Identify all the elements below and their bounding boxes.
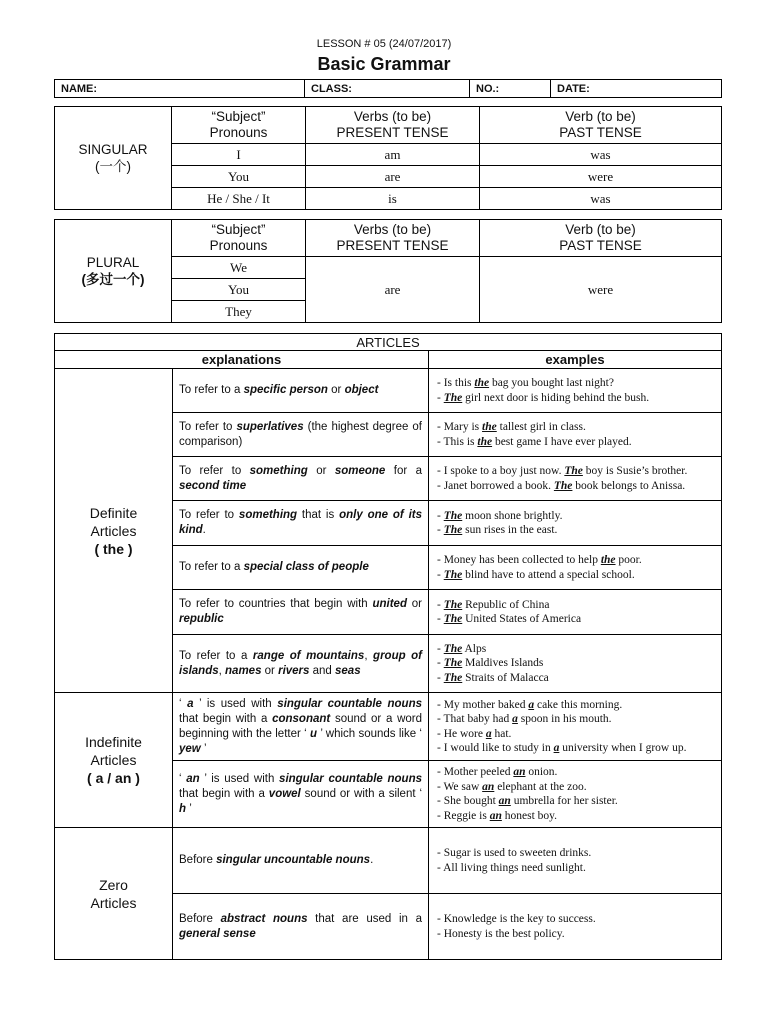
header-line: PRESENT TENSE bbox=[336, 125, 449, 140]
example-text: onion. bbox=[525, 766, 558, 778]
present-tense-header bbox=[306, 107, 480, 144]
article-highlight: The bbox=[443, 598, 463, 611]
explanations-header: explanations bbox=[55, 351, 429, 369]
article-highlight: The bbox=[443, 657, 463, 670]
keyword-text: yew bbox=[179, 742, 201, 755]
keyword-text: singular countable nouns bbox=[277, 697, 423, 710]
explanation-text: sound or a word beginning with the letter ‘ bbox=[179, 712, 422, 740]
article-highlight: The bbox=[553, 479, 573, 492]
article-highlight: an bbox=[513, 766, 526, 778]
keyword-text: vowel bbox=[268, 787, 301, 800]
article-highlight: an bbox=[482, 780, 495, 793]
lesson-label: LESSON # 05 (24/07/2017) bbox=[316, 38, 452, 50]
header-line: Pronouns bbox=[209, 125, 268, 140]
keyword-text: republic bbox=[179, 613, 224, 625]
example-text: - bbox=[437, 598, 444, 611]
header-line: Verb (to be) bbox=[565, 222, 636, 237]
example-text: cake this morning. bbox=[534, 698, 623, 711]
article-highlight: The bbox=[564, 465, 583, 477]
example-text: - bbox=[437, 391, 444, 404]
category-label-line: Zero bbox=[99, 876, 128, 893]
example-line bbox=[437, 846, 713, 861]
indefinite-article-row bbox=[55, 693, 722, 761]
article-highlight: The bbox=[443, 391, 463, 404]
date-field-label: DATE: bbox=[551, 80, 722, 98]
example-line bbox=[437, 741, 713, 756]
examples-cell bbox=[429, 501, 722, 546]
examples-cell bbox=[429, 413, 722, 457]
example-text: moon shone brightly. bbox=[462, 509, 563, 522]
explanation-text: or bbox=[261, 664, 279, 677]
example-text: - He wore bbox=[437, 727, 486, 740]
keyword-text: united bbox=[372, 598, 407, 610]
example-text: honest boy. bbox=[501, 809, 558, 822]
example-text: sun rises in the east. bbox=[462, 524, 558, 536]
zero-article-row bbox=[55, 828, 722, 894]
plural-pronoun-table bbox=[54, 219, 722, 323]
explanation-text: Before bbox=[179, 912, 221, 925]
example-line bbox=[437, 523, 713, 538]
pronoun-cell: He / She / It bbox=[172, 188, 306, 210]
header-line: PAST TENSE bbox=[559, 125, 642, 140]
examples-cell bbox=[429, 590, 722, 635]
keyword-text: an bbox=[186, 772, 200, 785]
example-text: elephant at the zoo. bbox=[494, 780, 587, 793]
past-verb-cell: were bbox=[480, 166, 722, 188]
singular-label-text: SINGULAR bbox=[78, 142, 148, 157]
keyword-text: object bbox=[344, 384, 379, 396]
explanation-text: or bbox=[327, 384, 345, 396]
example-line bbox=[437, 376, 713, 391]
examples-cell bbox=[429, 457, 722, 501]
example-line bbox=[437, 612, 713, 627]
keyword-text: something bbox=[249, 464, 308, 477]
keyword-text: names bbox=[225, 664, 262, 677]
article-highlight: The bbox=[443, 642, 463, 655]
keyword-text: singular uncountable nouns bbox=[216, 854, 371, 866]
article-highlight: the bbox=[477, 435, 493, 448]
explanation-text: or bbox=[406, 598, 423, 610]
example-text: - bbox=[437, 524, 444, 536]
explanation-text: that begin with a bbox=[179, 712, 273, 725]
keyword-text: something bbox=[238, 509, 298, 521]
keyword-text: a bbox=[187, 697, 194, 710]
example-line bbox=[437, 927, 713, 942]
category-label-line: Indefinite bbox=[85, 734, 142, 750]
example-line bbox=[437, 598, 713, 613]
class-field-label: CLASS: bbox=[305, 80, 470, 98]
article-highlight: The bbox=[443, 613, 463, 625]
keyword-text: someone bbox=[334, 464, 386, 477]
example-text: tallest girl in class. bbox=[496, 421, 586, 433]
explanation-cell bbox=[173, 761, 429, 828]
header-line: Verb (to be) bbox=[565, 109, 636, 124]
example-text: book belongs to Anissa. bbox=[572, 479, 686, 492]
example-line bbox=[437, 861, 713, 876]
example-text: - She bought bbox=[437, 795, 499, 807]
explanation-cell bbox=[173, 413, 429, 457]
explanation-text: . bbox=[202, 524, 206, 536]
article-highlight: The bbox=[443, 509, 463, 522]
examples-cell bbox=[429, 369, 722, 413]
explanation-cell bbox=[173, 546, 429, 590]
plural-label-chinese: (多过一个) bbox=[81, 272, 145, 287]
category-label-line: Articles bbox=[90, 894, 137, 911]
example-text: - My mother baked bbox=[437, 698, 529, 711]
subject-pronouns-header bbox=[172, 220, 306, 257]
example-line bbox=[437, 712, 713, 727]
example-text: - bbox=[437, 509, 444, 522]
example-line bbox=[437, 794, 713, 809]
student-info-bar bbox=[54, 79, 722, 98]
example-text: - We saw bbox=[437, 780, 483, 793]
present-tense-header bbox=[306, 220, 480, 257]
indefinite-articles-label bbox=[55, 693, 173, 828]
example-text: - bbox=[437, 671, 444, 684]
definite-articles-label bbox=[55, 369, 173, 693]
present-verb-cell: is bbox=[306, 188, 480, 210]
keyword-text: specific person bbox=[243, 384, 328, 396]
example-text: United States of America bbox=[462, 613, 582, 625]
example-text: Republic of China bbox=[462, 598, 550, 611]
plural-label-text: PLURAL bbox=[86, 255, 140, 270]
category-label-line: Articles bbox=[90, 522, 137, 539]
keyword-text: general sense bbox=[179, 927, 256, 940]
example-text: poor. bbox=[615, 554, 642, 566]
article-highlight: the bbox=[482, 421, 497, 433]
explanation-cell bbox=[173, 693, 429, 761]
example-line bbox=[437, 568, 713, 583]
explanation-text: that are used in a bbox=[307, 912, 423, 925]
present-verb-cell: are bbox=[306, 257, 480, 323]
past-verb-cell: were bbox=[480, 257, 722, 323]
example-text: - All living things need sunlight. bbox=[437, 861, 586, 874]
explanation-text: To refer to a bbox=[179, 384, 244, 396]
example-text: - This is bbox=[437, 435, 478, 448]
explanation-cell bbox=[173, 894, 429, 960]
examples-cell bbox=[429, 693, 722, 761]
explanation-text: ‘ bbox=[179, 772, 187, 785]
example-text: spoon in his mouth. bbox=[517, 713, 612, 725]
pronoun-cell: You bbox=[172, 279, 306, 301]
example-text: - Knowledge is the key to success. bbox=[437, 913, 596, 925]
explanation-text: and bbox=[309, 664, 336, 677]
explanation-text: ‘ bbox=[179, 697, 188, 710]
example-text: - Sugar is used to sweeten drinks. bbox=[437, 847, 592, 859]
example-text: umbrella for her sister. bbox=[510, 795, 618, 807]
header-line: Verbs (to be) bbox=[353, 222, 432, 237]
examples-cell bbox=[429, 894, 722, 960]
explanation-text: , bbox=[218, 664, 226, 677]
category-label-line: Definite bbox=[89, 504, 138, 521]
example-text: - That baby had bbox=[437, 713, 513, 725]
pronoun-cell: We bbox=[172, 257, 306, 279]
article-highlight: a bbox=[512, 713, 518, 725]
past-verb-cell: was bbox=[480, 144, 722, 166]
keyword-text: second time bbox=[179, 479, 247, 492]
example-text: hat. bbox=[491, 727, 512, 740]
article-highlight: a bbox=[485, 727, 492, 740]
example-line bbox=[437, 420, 713, 435]
plural-label bbox=[55, 220, 172, 323]
category-label-line: Articles bbox=[90, 752, 137, 768]
explanation-text: ’ bbox=[186, 802, 192, 815]
example-text: girl next door is hiding behind the bush. bbox=[462, 391, 650, 404]
example-text: - Mother peeled bbox=[437, 766, 514, 778]
example-text: - I spoke to a boy just now. bbox=[437, 465, 565, 477]
example-text: bag you bought last night? bbox=[489, 377, 614, 389]
article-highlight: an bbox=[489, 809, 502, 822]
keyword-text: special class of people bbox=[243, 561, 369, 573]
example-text: best game I have ever played. bbox=[492, 435, 632, 448]
example-line bbox=[437, 809, 713, 824]
article-highlight: an bbox=[498, 795, 511, 807]
header-line: PAST TENSE bbox=[559, 238, 642, 253]
keyword-text: h bbox=[179, 802, 187, 815]
example-text: Straits of Malacca bbox=[462, 671, 549, 684]
example-text: Alps bbox=[462, 642, 487, 655]
explanation-text: ’ bbox=[200, 742, 207, 755]
singular-label bbox=[55, 107, 172, 210]
example-line bbox=[437, 912, 713, 927]
pronoun-cell: You bbox=[172, 166, 306, 188]
explanation-cell bbox=[173, 369, 429, 413]
keyword-text: u bbox=[309, 727, 318, 740]
header-line: “Subject” bbox=[211, 109, 266, 124]
number-field-label: NO.: bbox=[470, 80, 551, 98]
examples-cell bbox=[429, 761, 722, 828]
example-text: - Reggie is bbox=[437, 809, 490, 822]
present-verb-cell: am bbox=[306, 144, 480, 166]
explanation-text: (the highest degree of comparison) bbox=[179, 420, 422, 448]
example-text: Maldives Islands bbox=[462, 657, 544, 670]
article-highlight: The bbox=[443, 568, 463, 581]
definite-article-row bbox=[55, 369, 722, 413]
keyword-text: singular countable nouns bbox=[279, 772, 422, 785]
example-text: - bbox=[437, 657, 444, 670]
header-line: Verbs (to be) bbox=[353, 109, 432, 124]
explanation-text: , bbox=[364, 649, 374, 662]
example-text: - Honesty is the best policy. bbox=[437, 927, 565, 940]
page-title: Basic Grammar bbox=[317, 54, 451, 74]
explanation-text: ’ is used with bbox=[193, 697, 278, 710]
example-text: - I would like to study in bbox=[437, 742, 554, 754]
keyword-text: rivers bbox=[278, 664, 310, 677]
example-line bbox=[437, 509, 713, 524]
example-line bbox=[437, 391, 713, 406]
keyword-text: seas bbox=[335, 664, 361, 677]
explanation-cell bbox=[173, 828, 429, 894]
explanation-text: To refer to a bbox=[179, 561, 244, 573]
article-highlight: The bbox=[443, 524, 463, 536]
article-highlight: The bbox=[443, 671, 463, 684]
singular-pronoun-table bbox=[54, 106, 722, 210]
example-text: - bbox=[437, 613, 444, 625]
example-text: - bbox=[437, 568, 444, 581]
category-label-line: ( the ) bbox=[94, 540, 133, 557]
examples-cell bbox=[429, 546, 722, 590]
example-text: - Money has been collected to help bbox=[437, 554, 601, 566]
example-line bbox=[437, 656, 713, 671]
explanation-cell bbox=[173, 635, 429, 693]
present-verb-cell: are bbox=[306, 166, 480, 188]
explanation-cell bbox=[173, 457, 429, 501]
explanation-text: To refer to bbox=[179, 509, 239, 521]
example-line bbox=[437, 464, 713, 479]
example-text: - Is this bbox=[437, 377, 475, 389]
explanation-text: ’ is used with bbox=[199, 772, 280, 785]
example-text: - Janet borrowed a book. bbox=[437, 479, 554, 492]
past-verb-cell: was bbox=[480, 188, 722, 210]
category-label-line: ( a / an ) bbox=[87, 770, 140, 786]
explanation-text: To refer to a bbox=[179, 649, 253, 662]
example-line bbox=[437, 642, 713, 657]
keyword-text: group of islands bbox=[179, 649, 423, 677]
example-line bbox=[437, 780, 713, 795]
pronoun-cell: They bbox=[172, 301, 306, 323]
example-line bbox=[437, 553, 713, 568]
subject-pronouns-header bbox=[172, 107, 306, 144]
header-line: PRESENT TENSE bbox=[336, 238, 449, 253]
explanation-text: ’ which sounds like ‘ bbox=[317, 727, 422, 740]
example-line bbox=[437, 671, 713, 686]
explanation-text: . bbox=[370, 854, 374, 866]
past-tense-header bbox=[480, 107, 722, 144]
examples-cell bbox=[429, 828, 722, 894]
explanation-text: To refer to countries that begin with bbox=[179, 598, 373, 610]
keyword-text: consonant bbox=[272, 712, 331, 725]
example-line bbox=[437, 727, 713, 742]
name-field-label: NAME: bbox=[55, 80, 305, 98]
explanation-text: To refer to bbox=[179, 420, 237, 433]
example-line bbox=[437, 765, 713, 780]
explanation-text: that is bbox=[297, 509, 340, 521]
example-line bbox=[437, 435, 713, 450]
explanation-text: for a bbox=[385, 464, 422, 477]
header-line: “Subject” bbox=[211, 222, 266, 237]
explanation-text: sound or with a silent ‘ bbox=[300, 787, 422, 800]
example-text: - bbox=[437, 642, 444, 655]
keyword-text: abstract nouns bbox=[220, 912, 308, 925]
keyword-text: only one of its kind bbox=[179, 509, 422, 536]
example-text: blind have to attend a special school. bbox=[462, 568, 635, 581]
singular-label-chinese: (一个) bbox=[95, 159, 131, 174]
articles-title: ARTICLES bbox=[55, 334, 722, 351]
keyword-text: range of mountains bbox=[252, 649, 365, 662]
header-line: Pronouns bbox=[209, 238, 268, 253]
examples-cell bbox=[429, 635, 722, 693]
article-highlight: the bbox=[600, 554, 616, 566]
explanation-cell bbox=[173, 590, 429, 635]
explanation-text: that begin with a bbox=[179, 787, 269, 800]
past-tense-header bbox=[480, 220, 722, 257]
pronoun-cell: I bbox=[172, 144, 306, 166]
examples-header: examples bbox=[429, 351, 722, 369]
example-line bbox=[437, 479, 713, 494]
explanation-text: or bbox=[307, 464, 335, 477]
example-text: - Mary is bbox=[437, 421, 483, 433]
article-highlight: a bbox=[553, 742, 560, 754]
explanation-cell bbox=[173, 501, 429, 546]
explanation-text: To refer to bbox=[179, 464, 250, 477]
articles-table bbox=[54, 333, 722, 960]
explanation-text: Before bbox=[179, 854, 217, 866]
example-text: boy is Susie’s brother. bbox=[582, 465, 688, 477]
example-line bbox=[437, 698, 713, 713]
article-highlight: a bbox=[528, 698, 535, 711]
zero-articles-label bbox=[55, 828, 173, 960]
example-text: university when I grow up. bbox=[559, 742, 687, 754]
keyword-text: superlatives bbox=[236, 420, 304, 433]
article-highlight: the bbox=[474, 377, 490, 389]
